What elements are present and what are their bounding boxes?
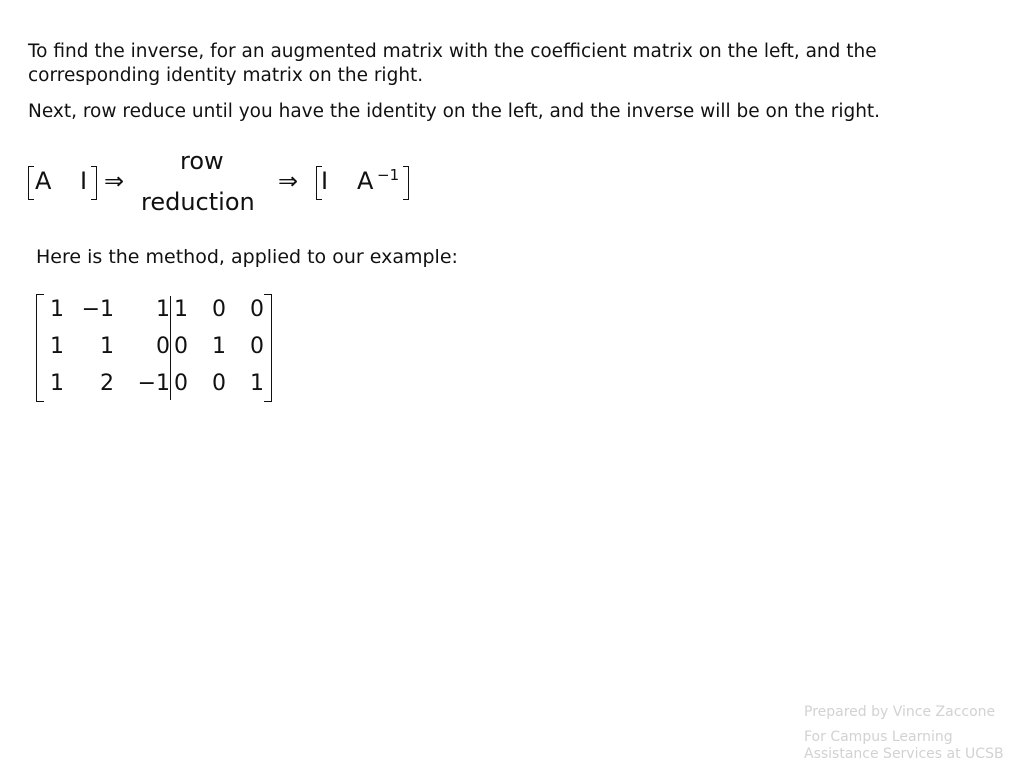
matrix-cell: 0 [156,334,170,359]
matrix-cell: 1 [174,297,188,322]
matrix-cell: 0 [250,297,264,322]
left-bracket-open [28,166,34,200]
formula-identity: I [321,167,329,195]
example-intro: Here is the method, applied to our example: [36,246,458,268]
matrix-cell: 0 [250,334,264,359]
row-reduction-formula [28,146,428,226]
matrix-cell: 1 [50,334,64,359]
credit-author: Prepared by Vince Zaccone [804,704,996,720]
augmented-matrix [36,292,276,404]
formula-reduction-label: reduction [141,188,255,216]
matrix-cell: −1 [81,297,114,322]
formula-i: I [80,167,88,195]
matrix-cell: −1 [137,371,170,396]
augment-separator [170,296,171,400]
matrix-bracket-right [264,294,272,402]
implies-arrow-1: ⇒ [104,167,125,195]
matrix-cell: 0 [174,371,188,396]
implies-arrow-2: ⇒ [278,167,299,195]
matrix-cell: 0 [212,371,226,396]
matrix-cell: 1 [50,371,64,396]
matrix-cell: 0 [212,297,226,322]
matrix-cell: 1 [212,334,226,359]
instruction-paragraph-1: To find the inverse, for an augmented matrix with the coefficient matrix on the left, and the corresponding identity matrix on the right. [28,41,877,86]
formula-inverse-a: A [357,167,374,195]
matrix-cell: 1 [250,371,264,396]
formula-inverse-exponent: −1 [377,166,400,184]
matrix-cell: 1 [50,297,64,322]
instruction-paragraph-2: Next, row reduce until you have the identity on the left, and the inverse will be on the right. [28,101,881,122]
formula-a: A [35,167,52,195]
matrix-cell: 1 [156,297,170,322]
credit-organization: For Campus Learning Assistance Services at UCSB [804,729,1004,762]
left-bracket-close [91,166,97,200]
matrix-cell: 0 [174,334,188,359]
matrix-cell: 1 [100,334,114,359]
formula-row-label: row [180,147,224,175]
matrix-cell: 2 [100,371,114,396]
right-bracket-close [403,166,409,200]
